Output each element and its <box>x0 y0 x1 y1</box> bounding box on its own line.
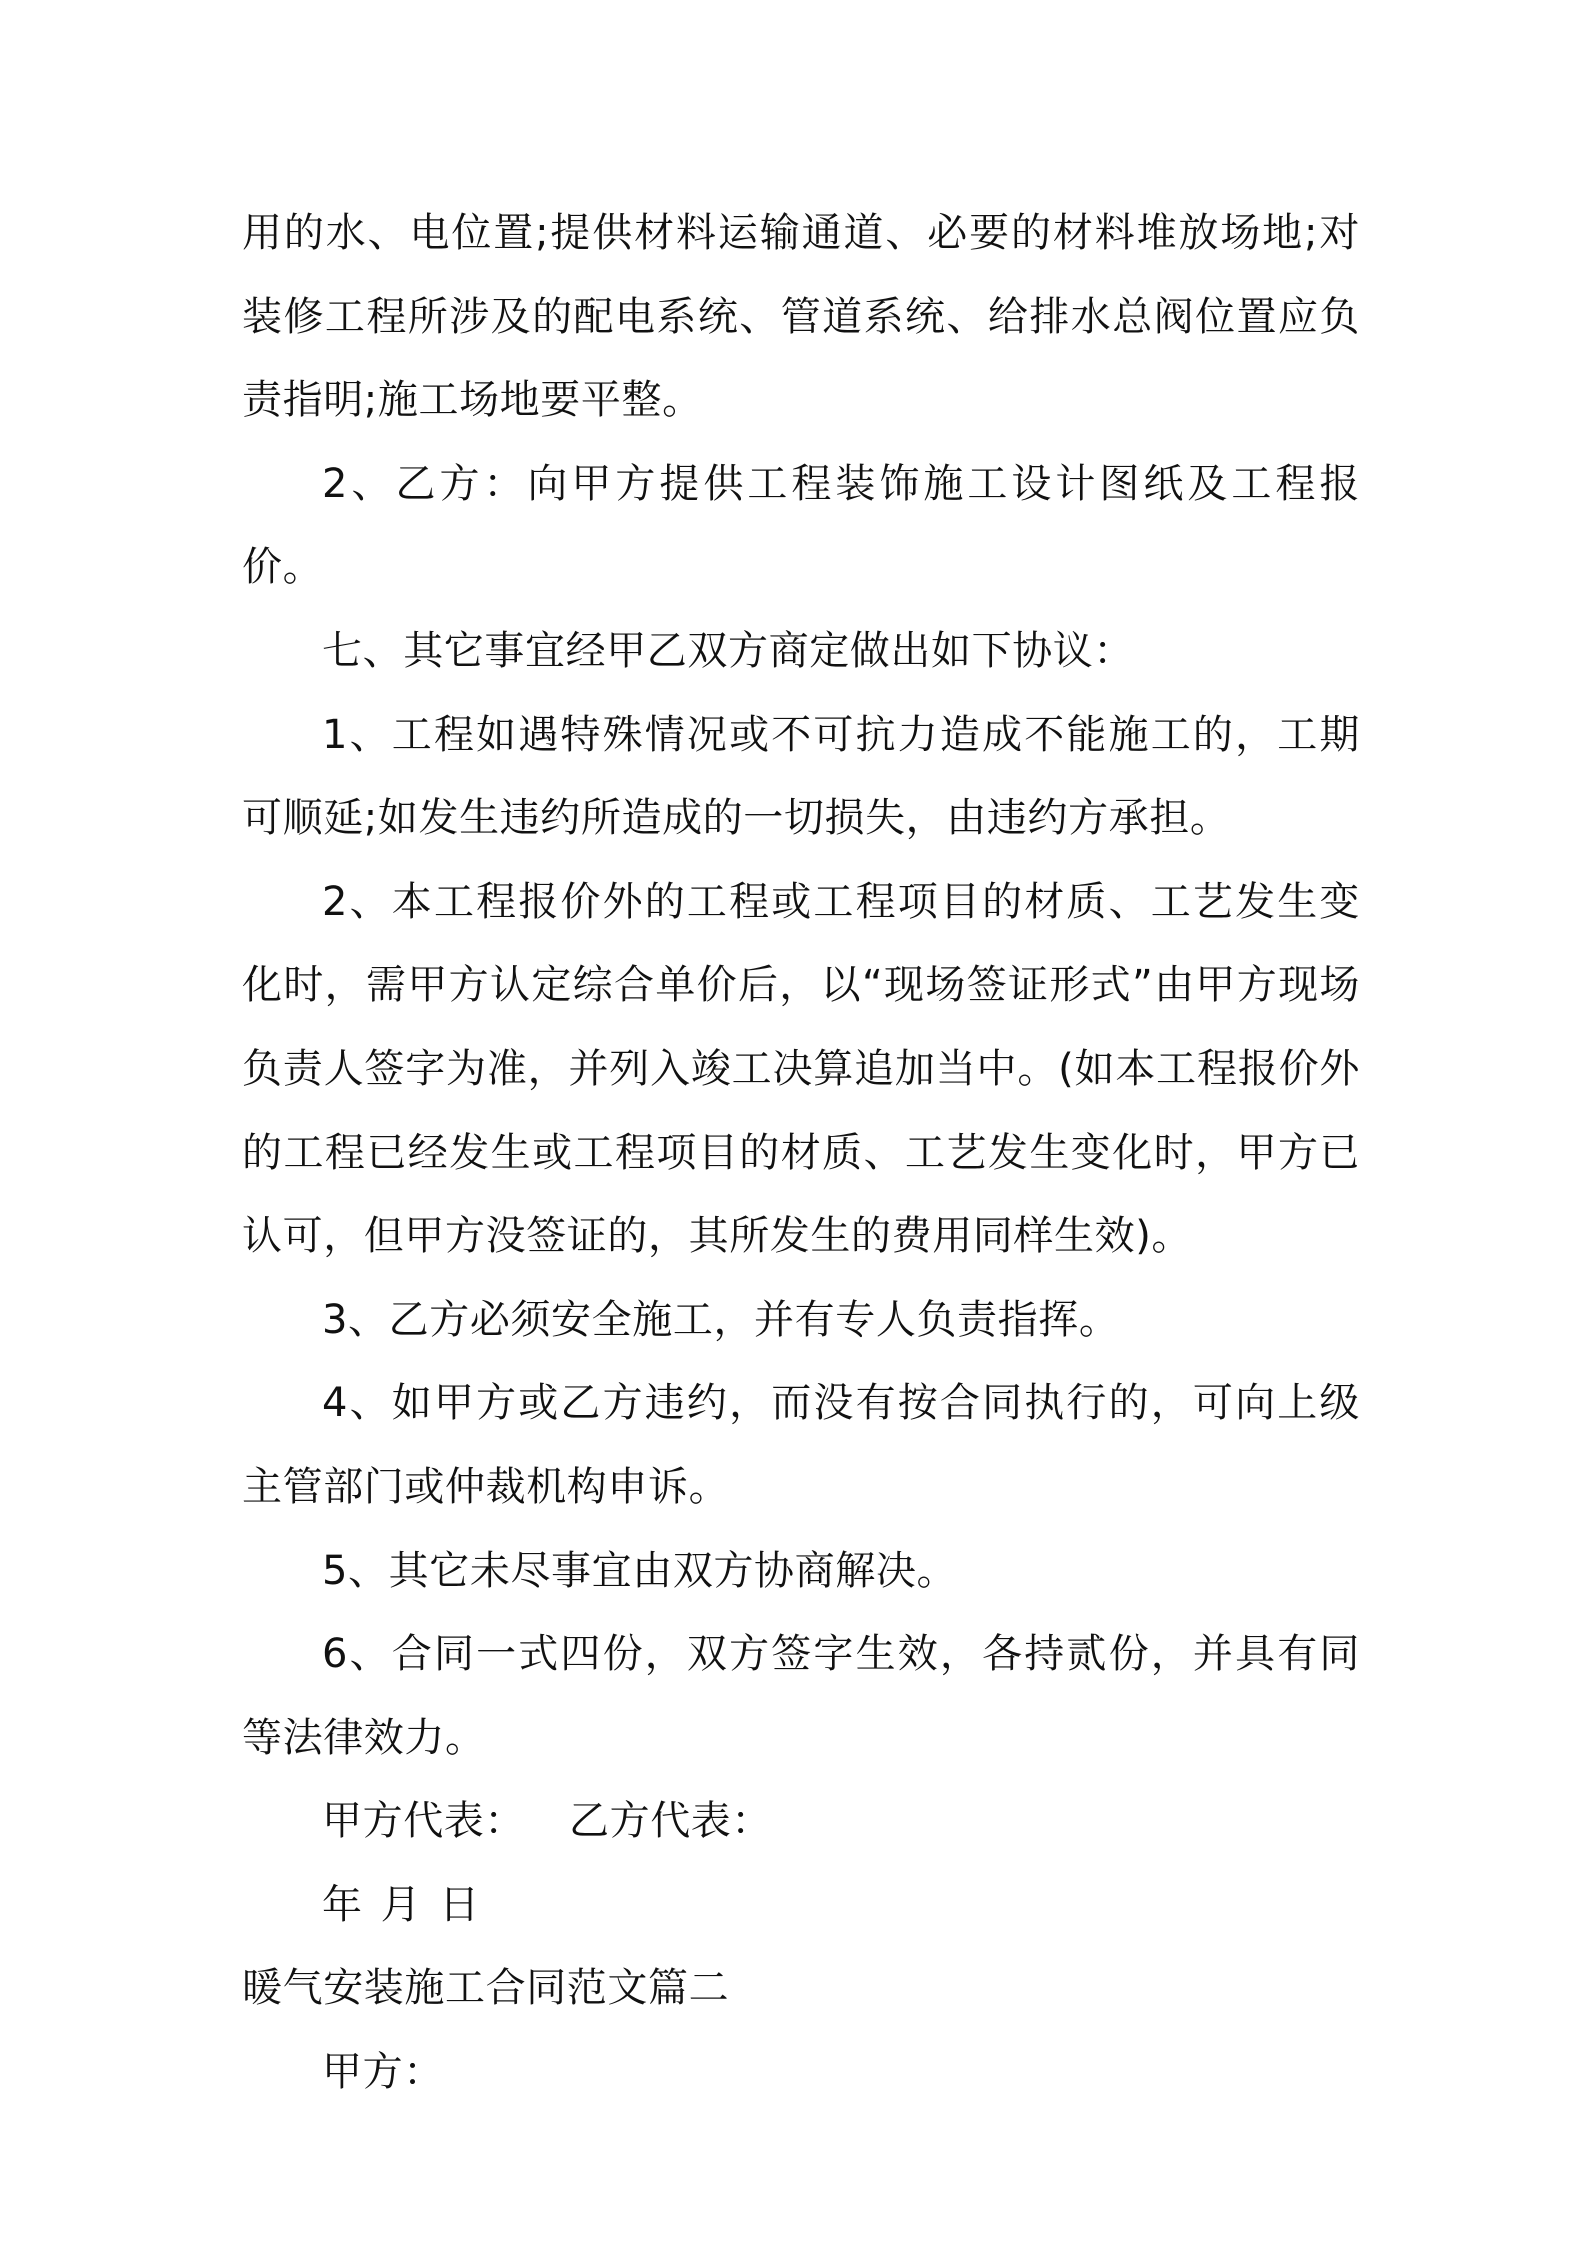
party-a-representative-label: 甲方代表： <box>322 1798 525 1845</box>
date-year-label: 年 <box>322 1881 363 1928</box>
party-a-label: 甲方： <box>322 2049 444 2096</box>
paragraph-clause-5: 5、其它未尽事宜由双方协商解决。 <box>322 1547 958 1594</box>
signature-line <box>242 1780 1360 1864</box>
date-month-label: 月 <box>380 1881 422 1928</box>
paragraph-clause-3: 3、乙方必须安全施工，并有专人负责指挥。 <box>322 1296 1120 1343</box>
date-line <box>242 1864 1360 1948</box>
paragraph-clause-1: 1、工程如遇特殊情况或不可抗力造成不能施工的，工期可顺延;如发生违约所造成的一切损失，由违约方承担。 <box>242 711 1360 842</box>
paragraph-clause-6: 6、合同一式四份，双方签字生效，各持贰份，并具有同等法律效力。 <box>242 1631 1360 1761</box>
paragraph-section-seven-heading: 七、其它事宜经甲乙双方商定做出如下协议： <box>322 627 1134 674</box>
document-body <box>242 192 1360 2115</box>
paragraph-site-conditions: 用的水、电位置;提供材料运输通道、必要的材料堆放场地;对装修工程所涉及的配电系统、管道系统、给排水总阀位置应负责指明;施工场地要平整。 <box>242 210 1360 424</box>
date-day-label: 日 <box>439 1881 480 1928</box>
paragraph-clause-2: 2、本工程报价外的工程或工程项目的材质、工艺发生变化时，需甲方认定综合单价后，以“现场签证形式”由甲方现场负责人签字为准，并列入竣工决算追加当中。(如本工程报价外的工程已经发生或工程项目的材质、工艺发生变化时，甲方已认可，但甲方没签证的，其所发生的费用同样生效)。 <box>242 878 1360 1260</box>
section-heading: 暖气安装施工合同范文篇二 <box>242 1965 730 2012</box>
paragraph-clause-4: 4、如甲方或乙方违约，而没有按合同执行的，可向上级主管部门或仲裁机构申诉。 <box>242 1380 1360 1510</box>
party-b-representative-label: 乙方代表： <box>569 1798 772 1845</box>
paragraph-party-b-duty: 2、乙方：向甲方提供工程装饰施工设计图纸及工程报价。 <box>242 460 1360 591</box>
